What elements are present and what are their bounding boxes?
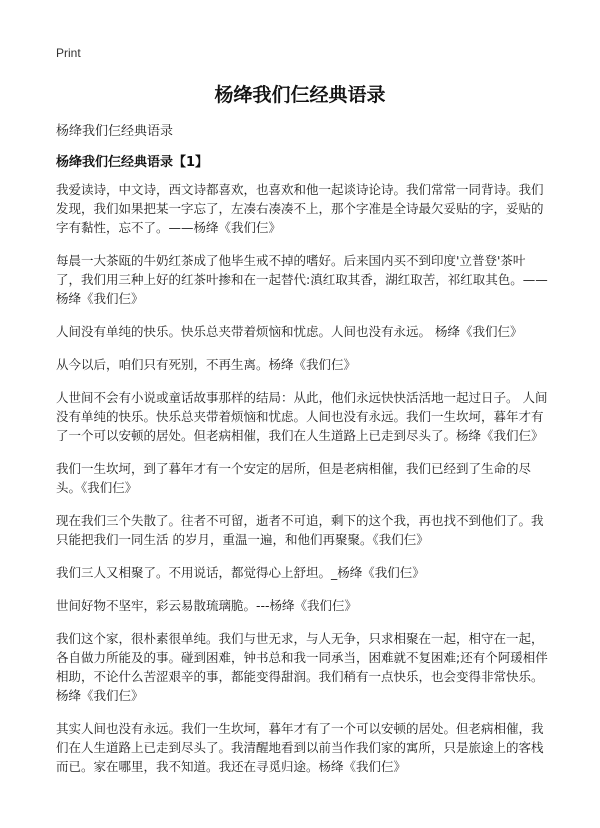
page-title: 杨绛我们仨经典语录 bbox=[214, 84, 386, 106]
quote-paragraph: 我们这个家，很朴素很单纯。我们与世无求，与人无争，只求相聚在一起，相守在一起，各自做力所能及的事。碰到困难，钟书总和我一同承当，困难就不复困难;还有个阿瑗相伴相助，不论什么苦涩艰辛的事，都能变得甜润。我们稍有一点快乐，也会变得非常快乐。杨绛《我们仨》 bbox=[56, 631, 548, 703]
quote-paragraph: 人间没有单纯的快乐。快乐总夹带着烦恼和忧虑。人间也没有永远。 杨绛《我们仨》 bbox=[56, 324, 523, 339]
quote-paragraph: 我们一生坎坷，到了暮年才有一个安定的居所，但是老病相催，我们已经到了生命的尽头。《我们仨》 bbox=[56, 461, 532, 495]
quote-paragraph: 人世间不会有小说或童话故事那样的结局：从此，他们永远快快活活地一起过日子。 人间没有单纯的快乐。快乐总夹带着烦恼和忧虑。人间也没有永远。我们一生坎坷，暮年才有了一个可以安顿的居处。但老病相催，我们在人生道路上已走到尽头了。杨绛《我们仨》 bbox=[56, 390, 548, 443]
quote-paragraph: 从今以后，咱们只有死别，不再生离。杨绛《我们仨》 bbox=[56, 357, 357, 372]
print-link[interactable]: Print bbox=[56, 46, 81, 60]
quote-paragraph: 每晨一大茶瓯的牛奶红茶成了他毕生戒不掉的嗜好。后来国内买不到印度'立普登'茶叶了，我们用三种上好的红茶叶掺和在一起替代:滇红取其香，湖红取苦，祁红取其色。——杨绛《我们仨》 bbox=[56, 253, 548, 306]
section-heading: 杨绛我们仨经典语录【1】 bbox=[56, 155, 209, 170]
document-subtitle: 杨绛我们仨经典语录 bbox=[56, 124, 174, 139]
quote-paragraph: 现在我们三个失散了。往者不可留，逝者不可追，剩下的这个我，再也找不到他们了。我只能把我们一同生活 的岁月，重温一遍，和他们再聚聚。《我们仨》 bbox=[56, 513, 544, 547]
quote-list bbox=[56, 180, 548, 790]
quote-paragraph: 世间好物不坚牢，彩云易散琉璃脆。---杨绛《我们仨》 bbox=[56, 598, 358, 613]
quote-paragraph: 我爱读诗，中文诗，西文诗都喜欢，也喜欢和他一起谈诗论诗。我们常常一同背诗。我们发现，我们如果把某一字忘了，左凑右凑凑不上，那个字准是全诗最欠妥贴的字，妥贴的字有黏性，忘不了。——杨绛《我们仨》 bbox=[56, 182, 544, 235]
quote-paragraph: 我们三人又相聚了。不用说话，都觉得心上舒坦。_杨绛《我们仨》 bbox=[56, 565, 425, 580]
quote-paragraph: 其实人间也没有永远。我们一生坎坷，暮年才有了一个可以安顿的居处。但老病相催，我们在人生道路上已走到尽头了。我清醒地看到以前当作我们家的寓所，只是旅途上的客栈而已。家在哪里，我不知道。我还在寻觅归途。杨绛《我们仨》 bbox=[56, 721, 544, 774]
